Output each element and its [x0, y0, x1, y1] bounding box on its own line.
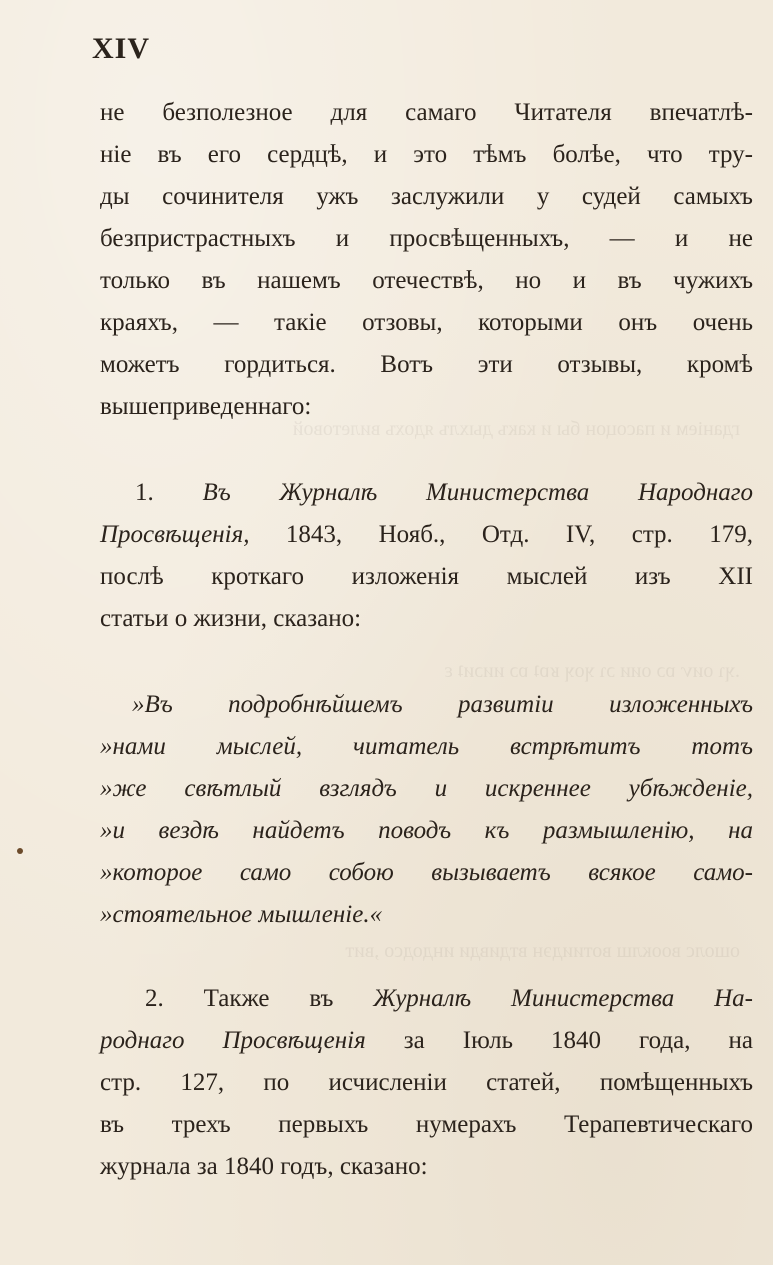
text-line [100, 1026, 753, 1056]
text-line: вышеприведеннаго: [100, 393, 312, 420]
quote-line: »же свѣтлый взглядъ и искреннее убѣжденіе, [100, 775, 753, 802]
show-through-text: .ʞɿ оиѵ ɒɔ оии ɔɿ ʞоʞ ʁɒʇ ɒɔ ииɔиʇ ɛ [444, 660, 740, 682]
text-line: только въ нашемъ отечествѣ, но и въ чужихъ [100, 267, 753, 294]
text-line: въ трехъ первыхъ нумерахъ Терапевтическаго [100, 1111, 753, 1138]
show-through-text: гданіем и пасоцон бы и какъ дыхлъ ядохъ вилетовой [292, 418, 740, 440]
text-line: краяхъ, — такіе отзовы, которыми онъ очень [100, 309, 753, 336]
text-line [135, 478, 753, 508]
ink-spot [17, 848, 23, 854]
text-line: статьи о жизни, сказано: [100, 605, 362, 632]
text-line: можетъ гордиться. Вотъ эти отзывы, кромѣ [100, 351, 753, 378]
quote-line: »и вездѣ найдетъ поводъ къ размышленію, на [100, 817, 753, 844]
text-line: ніе въ его сердцѣ, и это тѣмъ болѣе, что тру- [100, 141, 753, 168]
journal-title: Просвѣщенія, [100, 521, 250, 548]
journal-title: Въ Журналѣ Министерства Народнаго [202, 479, 754, 506]
quote-line: »Въ подробнѣйшемъ развитіи изложенныхъ [132, 691, 753, 718]
text-line: ды сочинителя ужъ заслужили у судей самыхъ [100, 183, 753, 210]
citation-reference: за Іюль 1840 года, на [365, 1027, 753, 1054]
show-through-text: ошолс вооклш вотиидэн втдивди индодсо ,вит [345, 940, 740, 962]
text-line [145, 984, 753, 1014]
item-number: 2. Также въ [145, 985, 374, 1012]
journal-title: роднаго Просвѣщенія [100, 1027, 366, 1054]
quote-line: »которое само собою вызываетъ всякое само- [100, 859, 753, 886]
citation-reference: 1843, Нояб., Отд. IV, стр. 179, [249, 521, 753, 548]
text-line: безпристрастныхъ и просвѣщенныхъ, — и не [100, 225, 753, 252]
quote-line: »нами мыслей, читатель встрѣтитъ тотъ [100, 733, 753, 760]
journal-title: Журналѣ Министерства На- [373, 985, 753, 1012]
item-number: 1. [135, 479, 203, 506]
text-line: послѣ кроткаго изложенія мыслей изъ XII [100, 563, 753, 590]
text-line: не безполезное для самаго Читателя впечатлѣ- [100, 99, 753, 126]
text-line [100, 520, 753, 550]
text-line: стр. 127, по исчисленіи статей, помѣщенныхъ [100, 1069, 753, 1096]
page-number: XIV [92, 32, 151, 65]
quote-line: »стоятельное мышленіе.« [100, 901, 383, 928]
text-line: журнала за 1840 годъ, сказано: [100, 1153, 428, 1180]
